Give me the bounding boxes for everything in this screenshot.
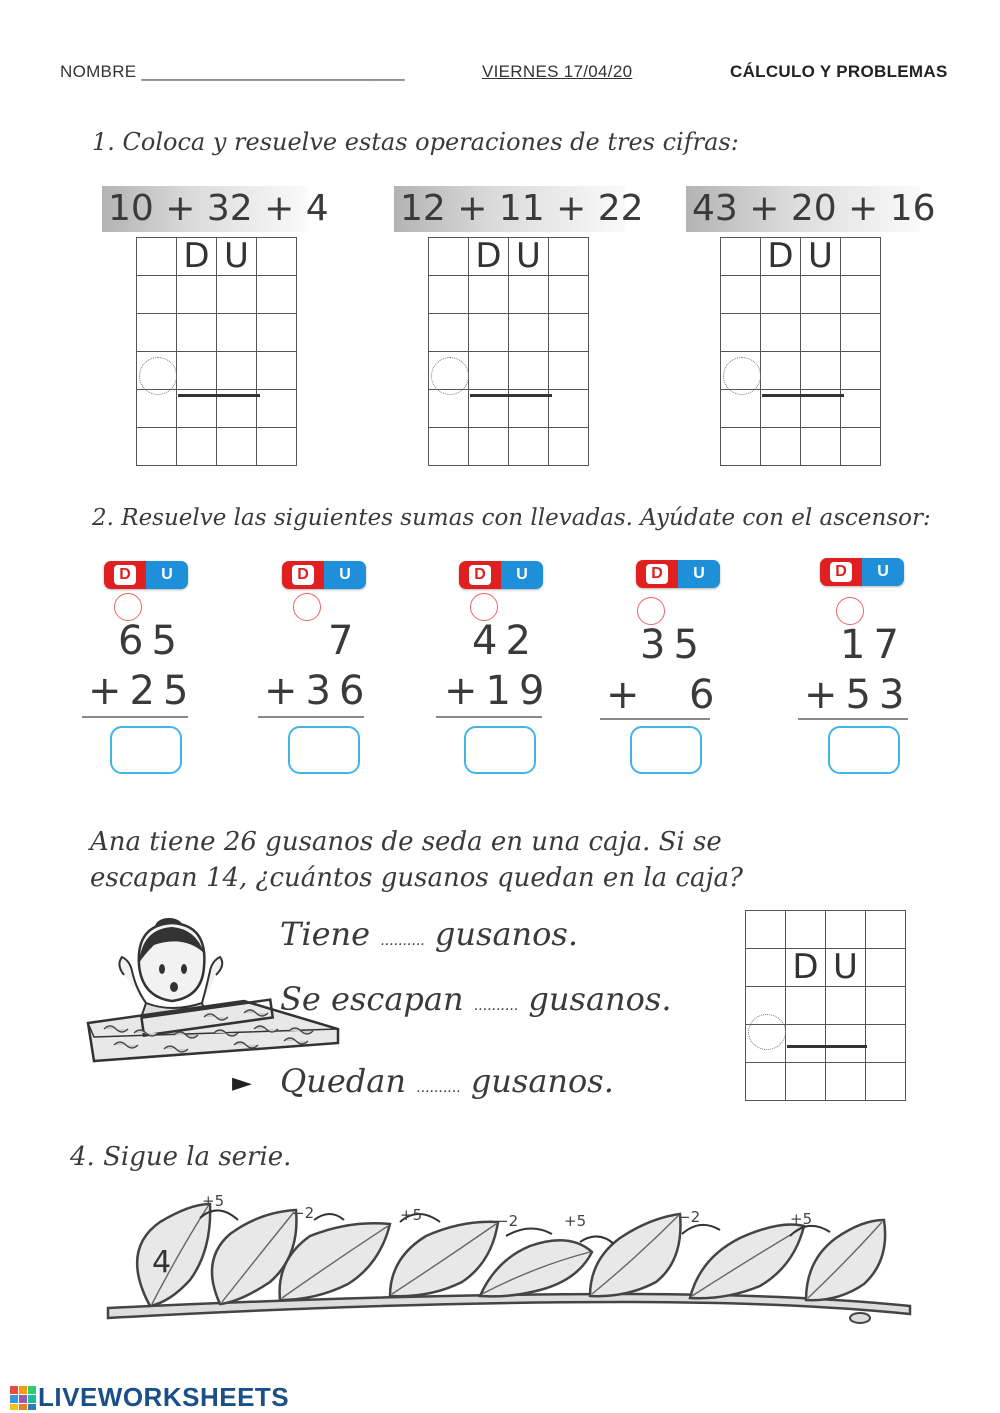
name-label: NOMBRE ___________________________ — [60, 62, 405, 81]
sum-line — [82, 716, 188, 718]
carry-circle[interactable] — [293, 593, 321, 621]
carry-circle[interactable] — [748, 1014, 786, 1050]
series-step-label: +5 — [400, 1206, 423, 1224]
place-value-grid — [136, 237, 297, 466]
date-label: VIERNES 17/04/20 — [482, 62, 633, 81]
series-start-number: 4 — [152, 1245, 172, 1280]
carry-circle[interactable] — [139, 357, 177, 395]
units-header: U — [509, 238, 549, 276]
series-step-label: −2 — [496, 1212, 519, 1230]
carry-circle[interactable] — [723, 357, 761, 395]
leaf-5 — [480, 1240, 592, 1296]
du-elevator-badge: D U — [820, 558, 904, 586]
series-step-label: +5 — [790, 1210, 813, 1228]
sum-line — [787, 1045, 867, 1048]
leaf-8 — [806, 1220, 885, 1300]
leaf-7 — [690, 1225, 804, 1299]
carry-circle[interactable] — [637, 597, 665, 625]
leaf-1 — [137, 1204, 210, 1306]
blank-quedan[interactable]: .......... — [416, 1080, 461, 1096]
place-value-grid — [720, 237, 881, 466]
sum-bottom-number: +19 — [444, 668, 553, 714]
answer-box[interactable] — [464, 726, 536, 774]
du-elevator-badge: D U — [104, 561, 188, 589]
sum-line — [762, 394, 844, 397]
carry-circle[interactable] — [470, 593, 498, 621]
tens-header: D — [786, 949, 826, 987]
carry-circle[interactable] — [431, 357, 469, 395]
operation-label: 10 + 32 + 4 — [102, 186, 308, 232]
leaf-series-illustration — [100, 1190, 920, 1340]
problem-line-1: Ana tiene 26 gusanos de seda en una caja. Si se — [90, 827, 722, 857]
sum-bottom-number: + 6 — [606, 672, 723, 718]
du-elevator-badge: D U — [459, 561, 543, 589]
series-step-label: +5 — [564, 1212, 587, 1230]
tens-header: D — [469, 238, 509, 276]
leaf-6 — [590, 1214, 681, 1296]
carry-circle[interactable] — [836, 597, 864, 625]
sum-bottom-number: +25 — [88, 668, 197, 714]
blank-escapan[interactable]: .......... — [473, 998, 519, 1014]
logo-icon — [10, 1386, 36, 1410]
answer-box[interactable] — [110, 726, 182, 774]
place-value-grid — [745, 910, 906, 1101]
sum-line — [600, 718, 710, 720]
sum-top-number: 35 — [640, 622, 707, 668]
leaf-4 — [390, 1222, 498, 1296]
units-header: U — [826, 949, 866, 987]
du-elevator-badge: D U — [636, 560, 720, 588]
subject-title: CÁLCULO Y PROBLEMAS — [730, 62, 948, 81]
answer-box[interactable] — [630, 726, 702, 774]
sum-line — [436, 716, 542, 718]
sum-line — [178, 394, 260, 397]
arrow-marker-icon: ► — [232, 1068, 252, 1098]
ex1-title: 1. Coloca y resuelve estas operaciones de tres cifras: — [92, 128, 739, 156]
sum-top-number: 42 — [472, 618, 539, 664]
units-header: U — [217, 238, 257, 276]
liveworksheets-logo — [10, 1382, 289, 1413]
blank-tiene[interactable]: .......... — [380, 933, 425, 949]
brand-name: LIVEWORKSHEETS — [38, 1382, 290, 1412]
place-value-grid — [428, 237, 589, 466]
operation-label: 43 + 20 + 16 — [686, 186, 920, 232]
problem-line-2: escapan 14, ¿cuántos gusanos quedan en la caja? — [90, 863, 743, 893]
answer-box[interactable] — [828, 726, 900, 774]
tens-header: D — [177, 238, 217, 276]
sum-bottom-number: +36 — [264, 668, 373, 714]
sum-top-number: 7 — [328, 618, 362, 664]
sum-top-number: 17 — [840, 622, 907, 668]
operation-label: 12 + 11 + 22 — [394, 186, 626, 232]
sum-line — [258, 716, 364, 718]
series-step-label: +5 — [202, 1192, 225, 1210]
sum-line — [798, 718, 908, 720]
carry-circle[interactable] — [114, 593, 142, 621]
answer-row-escapan: Se escapan .......... gusanos. — [280, 980, 672, 1018]
answer-box[interactable] — [288, 726, 360, 774]
ex2-title: 2. Resuelve las siguientes sumas con llevadas. Ayúdate con el ascensor: — [92, 505, 931, 531]
sum-bottom-number: +53 — [804, 672, 913, 718]
series-step-label: −2 — [678, 1208, 701, 1226]
sum-top-number: 65 — [118, 618, 185, 664]
answer-row-tiene: Tiene .......... gusanos. — [280, 915, 578, 953]
ex4-title: 4. Sigue la serie. — [70, 1142, 292, 1172]
series-step-label: −2 — [292, 1204, 315, 1222]
tens-header: D — [761, 238, 801, 276]
sum-line — [470, 394, 552, 397]
du-elevator-badge: D U — [282, 561, 366, 589]
name-blank[interactable]: ___________________________ — [141, 62, 405, 81]
units-header: U — [801, 238, 841, 276]
answer-row-quedan: Quedan .......... gusanos. — [280, 1062, 614, 1100]
